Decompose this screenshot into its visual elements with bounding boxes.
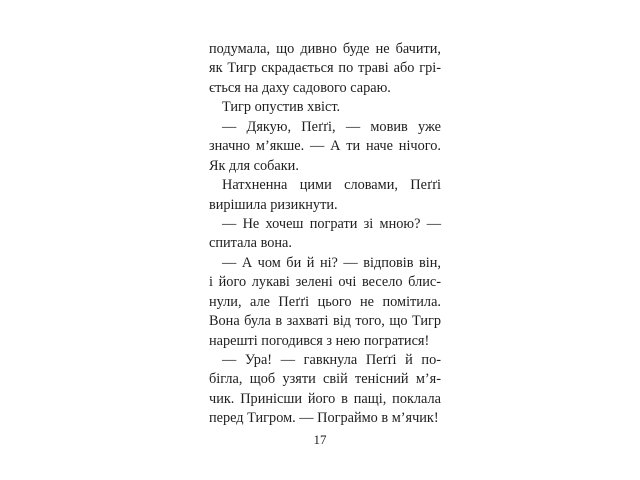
text-line: Вона була в захваті від того, що Тигр	[209, 313, 441, 330]
text-line: бігла, щоб узяти свій тенісний м’я-	[209, 371, 441, 388]
text-line: Як для собаки.	[209, 157, 299, 174]
text-line: — А чом би й ні? — відповів він,	[222, 254, 441, 271]
text-line: значно м’якше. — А ти наче нічого.	[209, 138, 441, 155]
page-number: 17	[313, 432, 327, 447]
text-line: подумала, що дивно буде не бачити,	[209, 41, 441, 57]
text-line: — Ура! — гавкнула Пеґґі й по-	[222, 352, 441, 368]
text-line: спитала вона.	[209, 235, 292, 252]
text-line: і його лукаві зелені очі весело блис-	[209, 274, 441, 291]
text-line: як Тигр скрадається по траві або грі-	[209, 60, 441, 77]
text-line: — Дякую, Пеґґі, — мовив уже	[222, 118, 441, 135]
text-line: — Не хочеш пограти зі мною? —	[222, 215, 441, 232]
text-line: нарешті погодився з нею погратися!	[209, 332, 430, 349]
text-line: перед Тигром. — Пограймо в м’ячик!	[209, 410, 439, 427]
book-page-text	[209, 40, 441, 429]
text-line: вирішила ризикнути.	[209, 196, 338, 213]
text-line: ється на даху садового сараю.	[209, 79, 391, 96]
text-line: чик. Принісши його в пащі, поклала	[209, 390, 441, 407]
text-line: нули, але Пеґґі цього не помітила.	[209, 293, 441, 310]
text-line: Натхненна цими словами, Пеґґі	[222, 177, 441, 194]
text-line: Тигр опустив хвіст.	[222, 99, 341, 116]
